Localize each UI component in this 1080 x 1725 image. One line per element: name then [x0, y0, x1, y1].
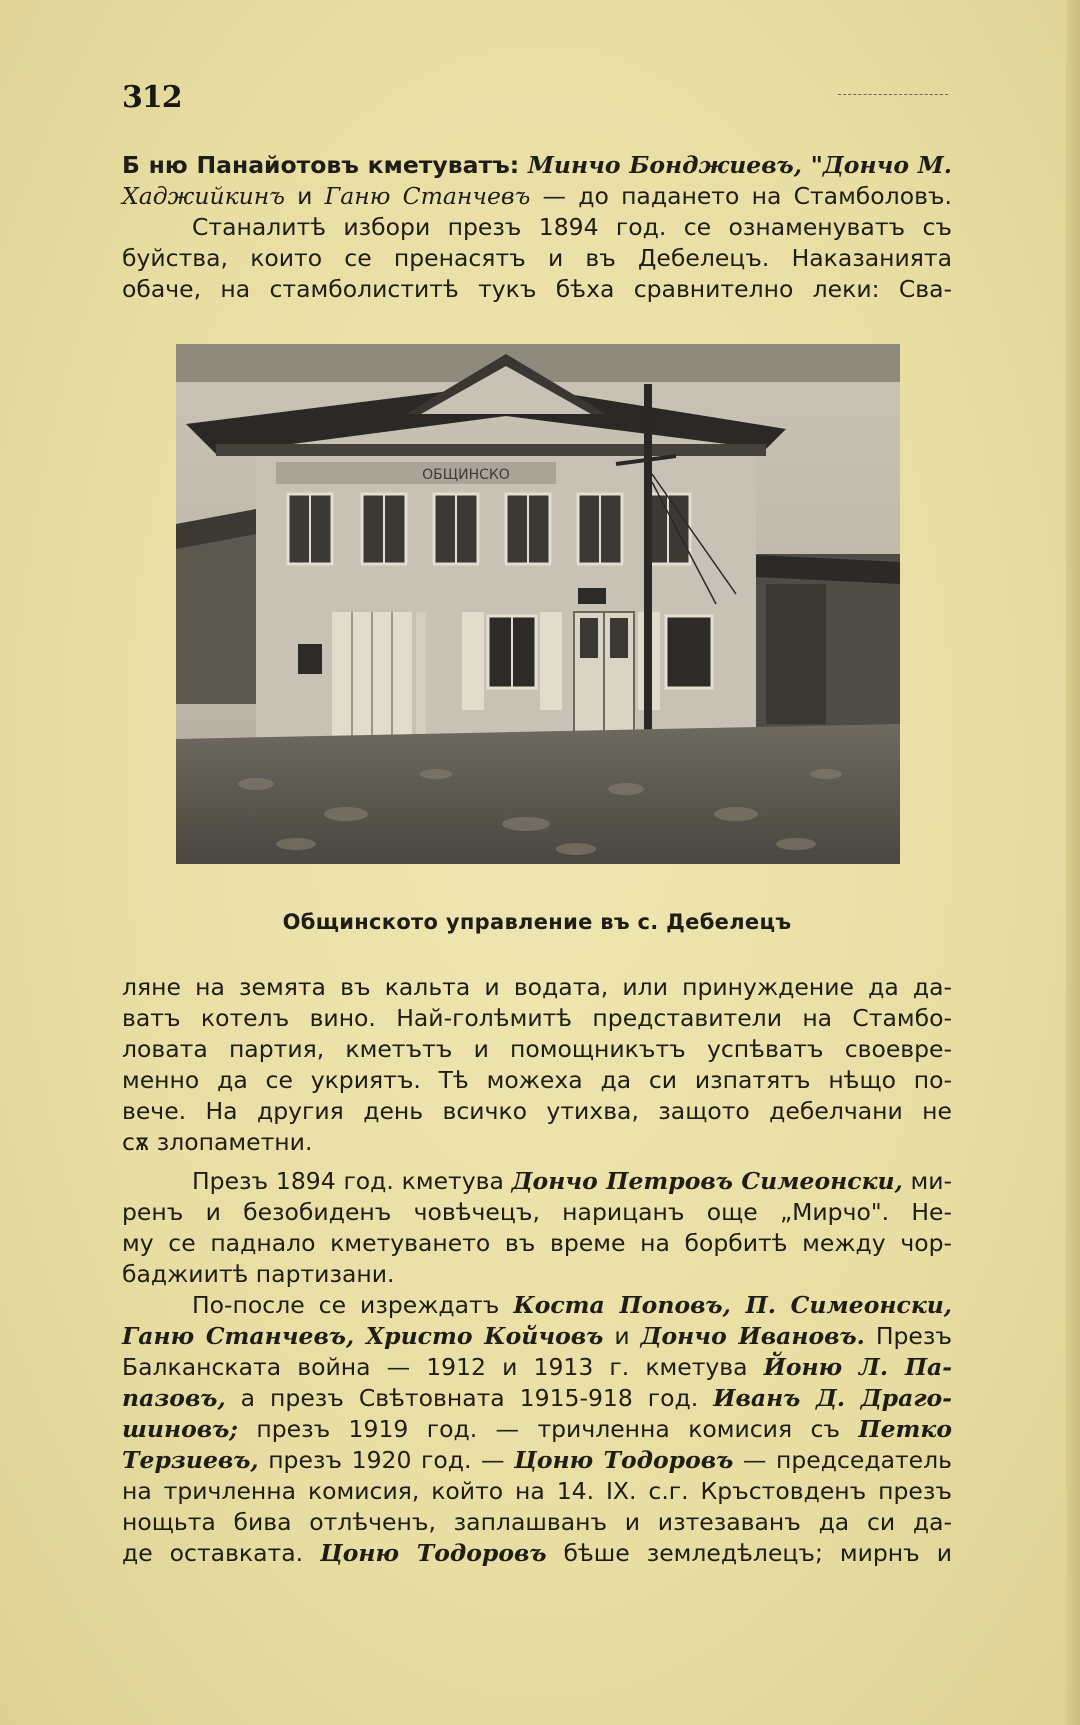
text-run-italic: Йоню Л. Па- [763, 1353, 952, 1381]
text-line: обаче, на стамболиститѣ тукъ бѣха сравнително леки: Сва- [122, 275, 952, 303]
text-line [122, 150, 952, 181]
text-run: и [603, 1322, 641, 1350]
text-line: ренъ и безобиденъ човѣчецъ, нарицанъ още „Мирчо". Не- [122, 1198, 952, 1226]
page-edge [1066, 0, 1080, 1725]
paragraph-aftermath [122, 972, 952, 1158]
text-line: ляне на земята въ кальта и водата, или принуждение да да- [122, 973, 952, 1001]
text-line [122, 1290, 952, 1321]
text-run: а презъ Свѣтовната 1915-918 год. [225, 1384, 714, 1412]
text-run-italic: Хаджийкинъ [122, 182, 285, 210]
text-run: — до падането на Стамболовъ. [530, 182, 952, 210]
text-run: де оставката. [122, 1539, 321, 1567]
text-line [122, 181, 952, 212]
text-line [122, 1352, 952, 1383]
paragraph-later-mayors [122, 1290, 952, 1569]
text-line: Станалитѣ избори презъ 1894 год. се ознаменуватъ съ [192, 213, 952, 241]
text-line: му се паднало кметуването въ време на борбитѣ между чор- [122, 1229, 952, 1257]
paragraph-intro [122, 150, 952, 305]
municipal-building-photo [176, 344, 900, 864]
text-run: Б ню Панайотовъ кметуватъ: [122, 151, 528, 179]
text-run-italic: Дончо Ивановъ. [640, 1322, 865, 1350]
text-run: — председатель [733, 1446, 953, 1474]
text-line: вече. На другия день всичко утихва, защото дебелчани не [122, 1097, 952, 1125]
page-number: 312 [122, 80, 182, 115]
text-run-italic: Минчо Бонджиевъ, "Дончо М. [527, 151, 952, 179]
text-run-italic: Цоню Тодоровъ [514, 1446, 734, 1474]
text-run-italic: Дончо Петровъ Симеонски, [511, 1167, 903, 1195]
text-run-italic: Ганю Станчевъ [324, 182, 531, 210]
text-line: нощьта бива отлѣченъ, заплашванъ и изтезаванъ да си да- [122, 1508, 952, 1536]
text-line: буйства, които се пренасятъ и въ Дебелецъ. Наказанията [122, 244, 952, 272]
text-run: бѣше земледѣлецъ; мирнъ и [546, 1539, 953, 1567]
text-line [122, 1383, 952, 1414]
photo-caption: Общинското управление въ с. Дебелецъ [282, 910, 792, 934]
text-run: По-после се изреждатъ [192, 1291, 514, 1319]
text-line: ватъ котелъ вино. Най-голѣмитѣ представители на Стамбо- [122, 1004, 952, 1032]
text-run: Презъ [864, 1322, 952, 1350]
text-line [122, 1414, 952, 1445]
text-run: и [284, 182, 325, 210]
text-run: презъ 1920 год. — [258, 1446, 515, 1474]
text-line: баджиитѣ партизани. [122, 1260, 395, 1288]
text-run-italic: Терзиевъ, [122, 1446, 259, 1474]
text-run: Балканската война — 1912 и 1913 г. кметува [122, 1353, 764, 1381]
text-run-italic: Иванъ Д. Драго- [713, 1384, 952, 1412]
text-line: ловата партия, кметътъ и помощникътъ успѣватъ своевре- [122, 1035, 952, 1063]
text-run-italic: Ганю Станчевъ, Христо Койчовъ [122, 1322, 604, 1350]
text-run-italic: пазовъ, [122, 1384, 226, 1412]
text-line [122, 1321, 952, 1352]
text-run-italic: Коста Поповъ, П. Симеонски, [513, 1291, 952, 1319]
text-run-italic: шиновъ; [122, 1415, 238, 1443]
text-line [122, 1538, 952, 1569]
text-line [122, 1166, 952, 1197]
text-run: презъ 1919 год. — тричленна комисия съ [237, 1415, 859, 1443]
text-line: менно да се укриятъ. Тѣ можеха да си изпатятъ нѣщо по- [122, 1066, 952, 1094]
text-line: на тричленна комисия, който на 14. IX. с.г. Кръстовденъ презъ [122, 1477, 952, 1505]
text-run: ми- [902, 1167, 952, 1195]
text-run: Презъ 1894 год. кметува [192, 1167, 512, 1195]
text-run-italic: Петко [858, 1415, 952, 1443]
header-rule [838, 94, 948, 95]
text-line [122, 1445, 952, 1476]
paragraph-1894-mayor [122, 1166, 952, 1290]
text-run-italic: Цоню Тодоровъ [320, 1539, 547, 1567]
building-sign: ОБЩИНСКО [422, 467, 510, 483]
text-line: сѫ злопаметни. [122, 1128, 313, 1156]
